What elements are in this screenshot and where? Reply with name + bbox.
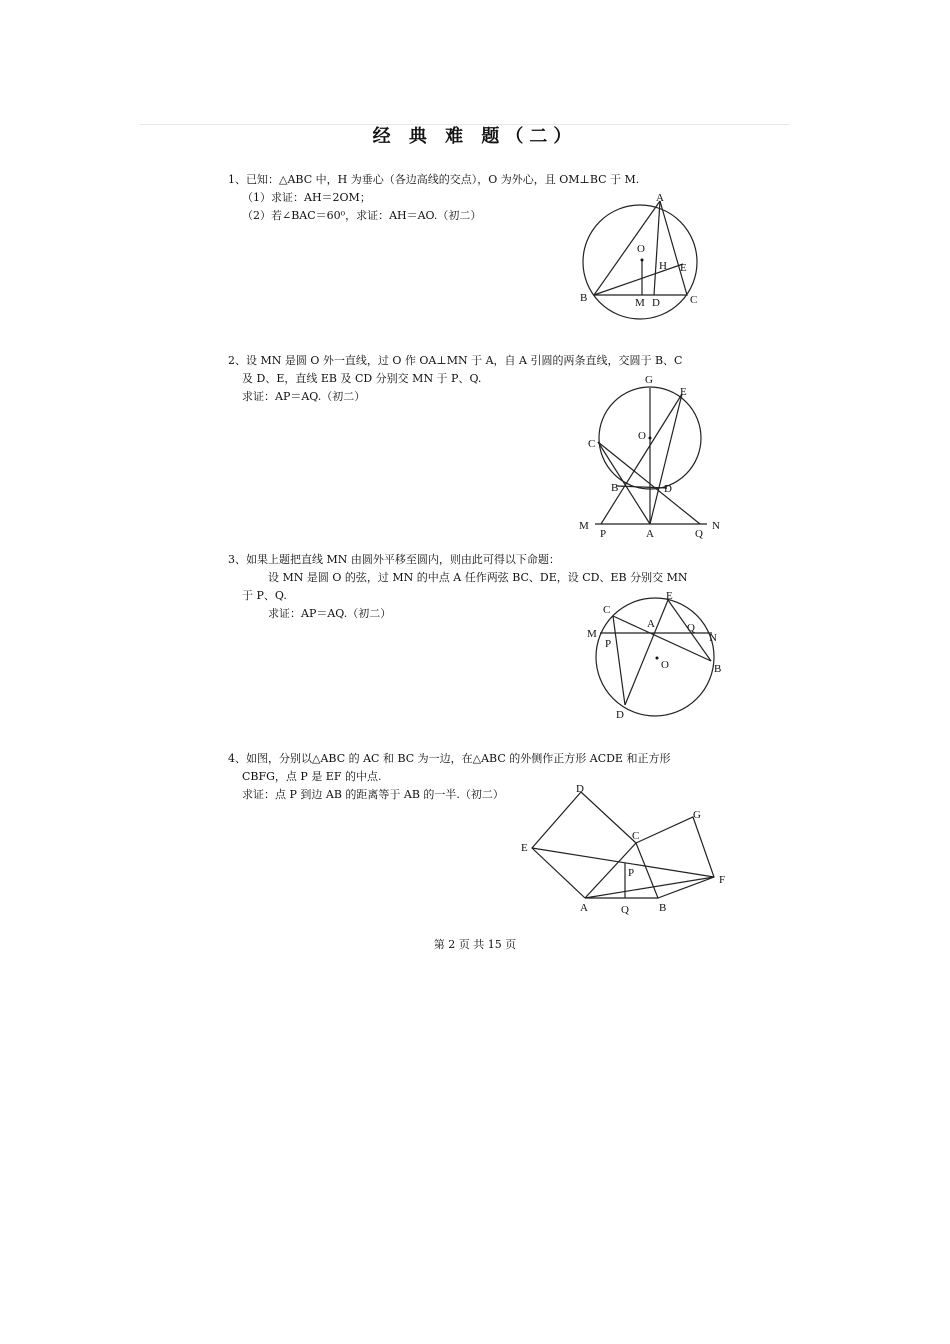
fig1-label-B: B (580, 292, 588, 304)
fig3-label-E: E (666, 590, 673, 602)
figure-1 (570, 190, 720, 330)
fig3-label-N: N (709, 632, 717, 644)
fig2-label-D: D (664, 483, 672, 495)
fig3-label-B: B (714, 663, 722, 675)
fig4-label-F: F (719, 874, 726, 886)
fig4-label-A: A (580, 902, 588, 914)
fig4-label-D: D (576, 783, 584, 795)
problem-3-line-2: 设 MN 是圆 O 的弦，过 MN 的中点 A 任作两弦 BC、DE，设 CD、EB 分别交 MN (268, 571, 688, 584)
fig4-label-G: G (693, 809, 701, 821)
fig2-label-O: O (638, 430, 646, 442)
problem-2-line-3: 求证：AP＝AQ.（初二） (242, 390, 366, 403)
page-title: 经 典 难 题（二） (372, 126, 578, 147)
problem-1-line-1: 1、已知：△ABC 中，H 为垂心（各边高线的交点），O 为外心，且 OM⊥BC 于 M. (228, 173, 640, 186)
fig1-label-O: O (637, 243, 645, 255)
problem-4-line-3: 求证：点 P 到边 AB 的距离等于 AB 的一半.（初二） (242, 788, 504, 801)
fig2-label-B: B (611, 482, 619, 494)
problem-4-line-2: CBFG，点 P 是 EF 的中点. (242, 770, 382, 783)
fig2-label-E: E (680, 386, 687, 398)
page-footer: 第 2 页 共 15 页 (433, 938, 517, 951)
fig3-label-P: P (605, 638, 612, 650)
fig1-label-C: C (690, 294, 698, 306)
problem-3-line-3: 于 P、Q. (242, 589, 287, 602)
fig2-label-A: A (646, 528, 654, 540)
problem-4-line-1: 4、如图，分别以△ABC 的 AC 和 BC 为一边，在△ABC 的外侧作正方形 ACDE 和正方形 (228, 752, 671, 765)
problem-2-line-2: 及 D、E，直线 EB 及 CD 分别交 MN 于 P、Q. (242, 372, 482, 385)
fig2-label-P: P (600, 528, 607, 540)
fig2-label-C: C (588, 438, 596, 450)
fig4-label-C: C (632, 830, 640, 842)
problem-1-line-2: （1）求证：AH＝2OM； (242, 191, 371, 204)
fig4-label-P: P (628, 867, 635, 879)
figure-3 (580, 585, 730, 725)
fig1-label-A: A (656, 192, 664, 204)
figure-2 (575, 370, 725, 545)
problem-2-line-1: 2、设 MN 是圆 O 外一直线，过 O 作 OA⊥MN 于 A，自 A 引圆的两条直线，交圆于 B、C (228, 354, 683, 367)
fig1-label-M: M (635, 297, 645, 309)
fig4-label-B: B (659, 902, 667, 914)
fig4-label-Q: Q (621, 904, 629, 916)
fig2-label-M: M (579, 520, 589, 532)
fig3-label-A: A (647, 618, 655, 630)
figure-4 (515, 780, 735, 920)
fig1-label-H: H (659, 260, 667, 272)
problem-1-line-3: （2）若∠BAC＝60⁰，求证：AH＝AO.（初二） (242, 209, 482, 222)
fig2-label-N: N (712, 520, 720, 532)
problem-3-line-4: 求证：AP＝AQ.（初二） (268, 607, 392, 620)
fig2-label-G: G (645, 374, 653, 386)
fig1-label-D: D (652, 297, 660, 309)
fig4-label-E: E (521, 842, 528, 854)
problem-3-line-1: 3、如果上题把直线 MN 由圆外平移至圆内，则由此可得以下命题： (228, 553, 560, 566)
fig1-label-E: E (680, 262, 687, 274)
fig2-label-Q: Q (695, 528, 703, 540)
fig3-label-C: C (603, 604, 611, 616)
fig3-label-D: D (616, 709, 624, 721)
fig3-label-O: O (661, 659, 669, 671)
fig3-label-Q: Q (687, 622, 695, 634)
fig3-label-M: M (587, 628, 597, 640)
